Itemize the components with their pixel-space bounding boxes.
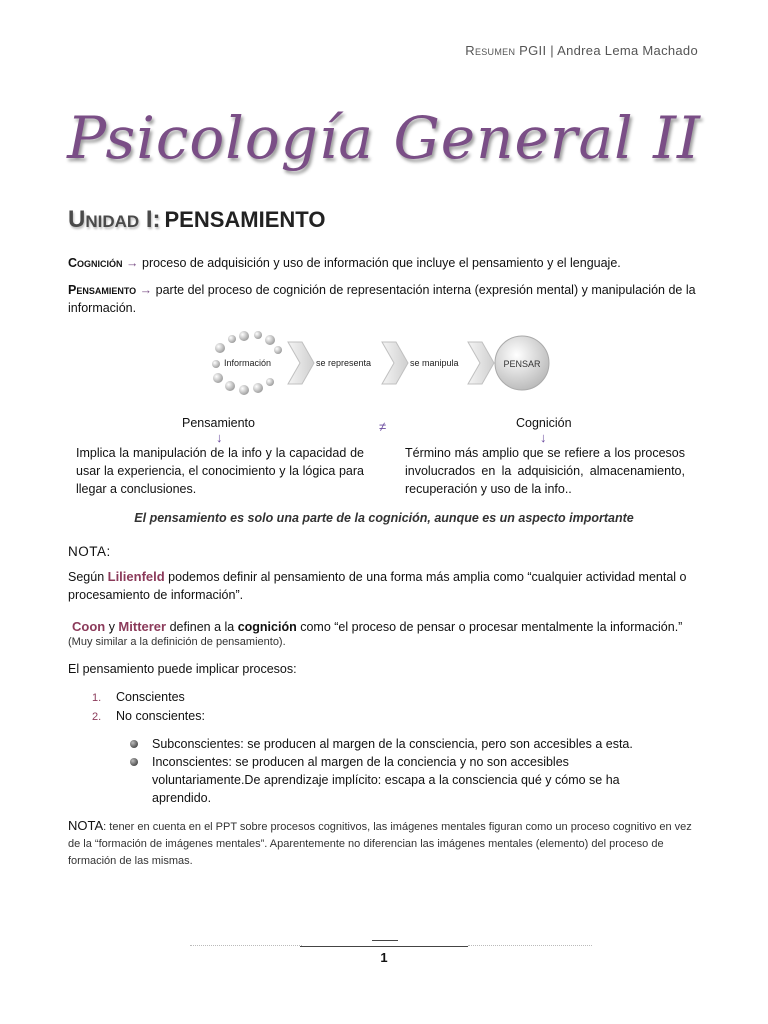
list-item	[92, 707, 205, 726]
unit-title	[68, 206, 325, 234]
footer-dots-left	[190, 945, 302, 946]
list-item-number: 1.	[92, 692, 102, 704]
header-resumen: Resumen	[465, 43, 516, 58]
step-informacion: Información	[224, 358, 272, 368]
compare-left-arrow: ↓	[216, 430, 223, 445]
step-manipula: se manipula	[410, 358, 459, 368]
list-item-label: No conscientes:	[116, 709, 205, 723]
summary-line: El pensamiento es solo una parte de la cognición, aunque es un aspecto importante	[134, 511, 634, 525]
pensamiento-definition	[68, 281, 704, 317]
page-header	[465, 43, 698, 58]
nota2-label: NOTA	[68, 818, 104, 833]
coon-y: y	[105, 620, 119, 634]
compare-right-title: Cognición	[516, 416, 572, 430]
bullet-item	[128, 735, 648, 753]
page-number: 1	[380, 950, 388, 965]
unit-label: Unidad I:	[68, 206, 161, 233]
process-diagram-svg	[210, 330, 560, 396]
compare-right-text: Término más amplio que se refiere a los procesos involucrados en la adquisición, almacenamiento, recuperación y uso de la info..	[405, 446, 685, 496]
coon-mitterer-paragraph	[72, 618, 712, 636]
similar-note: (Muy similar a la definición de pensamiento).	[68, 636, 286, 648]
bullet-text: Subconscientes: se producen al margen de la consciencia, pero son accesibles a esta.	[152, 737, 633, 751]
list-item-label: Conscientes	[116, 690, 185, 704]
main-title: Psicología General II	[67, 104, 701, 172]
mitterer-name: Mitterer	[118, 619, 167, 634]
bullet-icon	[130, 758, 138, 766]
process-list	[92, 688, 205, 726]
cognicion-bold: cognición	[237, 620, 297, 634]
cognicion-definition	[68, 254, 704, 272]
coon-post: como “el proceso de pensar o procesar mentalmente la información.”	[296, 620, 683, 634]
step-pensar: PENSAR	[503, 359, 541, 369]
cognicion-text: proceso de adquisición y uso de información que incluye el pensamiento y el lenguaje.	[138, 256, 621, 270]
nota2-paragraph	[68, 817, 704, 870]
nota-heading: NOTA:	[68, 544, 111, 559]
not-equal-sign: ≠	[379, 419, 387, 434]
chevron-3	[468, 342, 494, 384]
compare-right-arrow: ↓	[540, 430, 547, 445]
compare-left-title: Pensamiento	[182, 416, 255, 430]
pensamiento-term: Pensamiento	[68, 283, 137, 297]
coon-mid: definen a la	[166, 620, 238, 634]
bullet-item	[128, 753, 648, 807]
pensamiento-arrow: →	[139, 283, 153, 297]
lilienfeld-pre: Según	[68, 570, 108, 584]
lilienfeld-name: Lilienfeld	[107, 569, 165, 584]
bullet-text: Inconscientes: se producen al margen de la conciencia y no son accesibles voluntariamente.De aprendizaje implícito: escapa a la consciencia qué y cómo se ha aprendido.	[152, 755, 620, 805]
bullet-icon	[130, 740, 138, 748]
list-item	[92, 688, 205, 707]
cognicion-arrow: →	[126, 256, 139, 270]
footer-page-line	[372, 940, 398, 941]
lilienfeld-paragraph	[68, 568, 704, 604]
process-diagram	[210, 330, 560, 396]
processes-intro: El pensamiento puede implicar procesos:	[68, 662, 297, 676]
chevron-1	[288, 342, 314, 384]
unit-name: PENSAMIENTO	[164, 207, 326, 232]
coon-name: Coon	[72, 619, 106, 634]
cognicion-term: Cognición	[68, 256, 123, 270]
step-representa: se representa	[316, 358, 372, 368]
nota2-text: : tener en cuenta en el PPT sobre procesos cognitivos, las imágenes mentales figuran como un proceso cognitivo en vez de la “formación de imágenes mentales”. Aparentemente no diferencian las imágenes mentales (elemento) del proceso de formación de las mismas.	[68, 821, 692, 867]
bullet-list	[128, 735, 648, 807]
chevron-2	[382, 342, 408, 384]
footer-dots-right	[468, 945, 592, 946]
header-rest: PGII | Andrea Lema Machado	[515, 43, 698, 58]
footer-divider	[300, 946, 468, 947]
pensamiento-text: parte del proceso de cognición de representación interna (expresión mental) y manipulación de la información.	[68, 283, 696, 315]
list-item-number: 2.	[92, 711, 102, 723]
lilienfeld-post: podemos definir al pensamiento de una forma más amplia como “cualquier actividad mental o procesamiento de información”.	[68, 570, 687, 602]
compare-left-text: Implica la manipulación de la info y la capacidad de usar la experiencia, el conocimiento y la lógica para llegar a conclusiones.	[76, 446, 364, 496]
